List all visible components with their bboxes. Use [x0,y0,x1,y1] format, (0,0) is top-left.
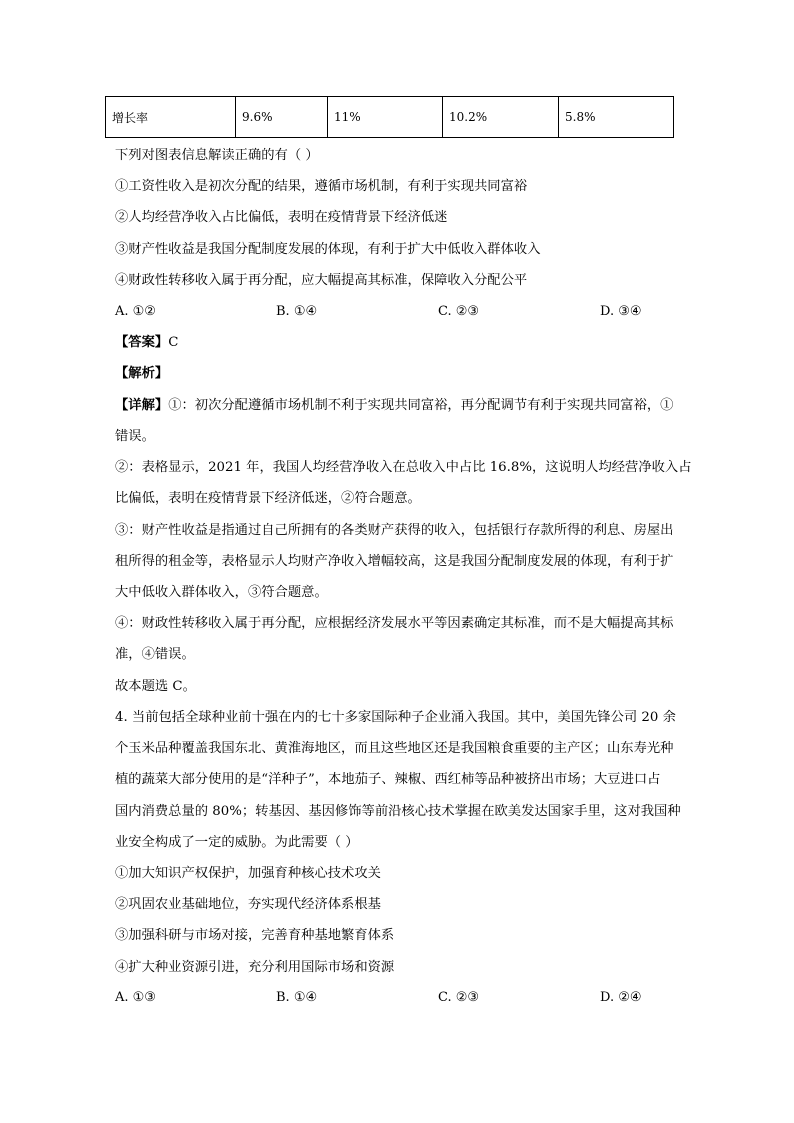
question-stem-line: 植的蔬菜大部分使用的是“洋种子”，本地茄子、辣椒、西红柿等品种被挤出市场；大豆进口占 [115,772,661,787]
table-cell: 5.8% [559,97,674,138]
explain-line: ④：财政性转移收入属于再分配，应根据经济发展水平等因素确定其标准，而不是大幅提高其标 [115,616,674,631]
explain-line [115,396,673,416]
option-b: B. ①④ [276,304,318,319]
growth-rate-table [105,96,674,138]
conclusion-line: 故本题选 C。 [115,679,196,694]
option-d: D. ③④ [600,304,642,319]
explain-line: 准，④错误。 [115,647,195,662]
choice-item: ③加强科研与市场对接，完善育种基地繁育体系 [115,928,395,943]
option-b: B. ①④ [276,990,318,1005]
option-c: C. ②③ [438,304,480,319]
explain-line: 大中低收入群体收入，③符合题意。 [115,585,328,600]
option-a: A. ①② [115,304,156,319]
detail-tag: 【详解】 [115,398,169,413]
table-row [106,97,674,138]
choice-item: ②人均经营净收入占比偏低，表明在疫情背景下经济低迷 [115,210,448,225]
choice-item: ③财产性收益是我国分配制度发展的体现，有利于扩大中低收入群体收入 [115,242,541,257]
question-stem-line: 4. 当前包括全球种业前十强在内的七十多家国际种子企业涌入我国。其中，美国先锋公司 20 余 [115,710,676,725]
choice-item: ④财政性转移收入属于再分配，应大幅提高其标准，保障收入分配公平 [115,273,528,288]
answer-tag: 【答案】 [115,335,169,350]
option-a: A. ①③ [115,990,156,1005]
answer-value: C [168,335,179,350]
table-cell: 10.2% [443,97,559,138]
choice-item: ④扩大种业资源引进，充分利用国际市场和资源 [115,960,395,975]
option-d: D. ②④ [600,990,642,1005]
question-stem-line: 业安全构成了一定的威胁。为此需要（ ） [115,835,359,850]
explain-text: ①：初次分配遵循市场机制不利于实现共同富裕，再分配调节有利于实现共同富裕，① [168,398,674,413]
explain-line: ③：财产性收益是指通过自己所拥有的各类财产获得的收入，包括银行存款所得的利息、房屋出 [115,523,674,538]
analysis-tag: 【解析】 [115,366,169,381]
explain-line: 错误。 [115,429,155,444]
question-stem: 下列对图表信息解读正确的有（ ） [115,148,319,163]
choice-item: ②巩固农业基础地位，夯实现代经济体系根基 [115,897,381,912]
answer-line [115,333,178,353]
question-stem-line: 个玉米品种覆盖我国东北、黄淮海地区，而且这些地区还是我国粮食重要的主产区；山东寿光种 [115,741,674,756]
choice-item: ①工资性收入是初次分配的结果，遵循市场机制，有利于实现共同富裕 [115,179,528,194]
explain-line: 比偏低，表明在疫情背景下经济低迷，②符合题意。 [115,491,421,506]
option-c: C. ②③ [438,990,480,1005]
question-stem-line: 国内消费总量的 80%；转基因、基因修饰等前沿核心技术掌握在欧美发达国家手里，这对我国种 [115,804,681,819]
explain-line: ②：表格显示，2021 年，我国人均经营净收入在总收入中占比 16.8%，这说明人均经营净收入占 [115,460,692,475]
choice-item: ①加大知识产权保护，加强育种核心技术攻关 [115,866,381,881]
table-cell: 11% [328,97,443,138]
table-row-label: 增长率 [106,97,236,138]
explain-line: 租所得的租金等，表格显示人均财产净收入增幅较高，这是我国分配制度发展的体现，有利于扩 [115,554,674,569]
table-cell: 9.6% [236,97,328,138]
